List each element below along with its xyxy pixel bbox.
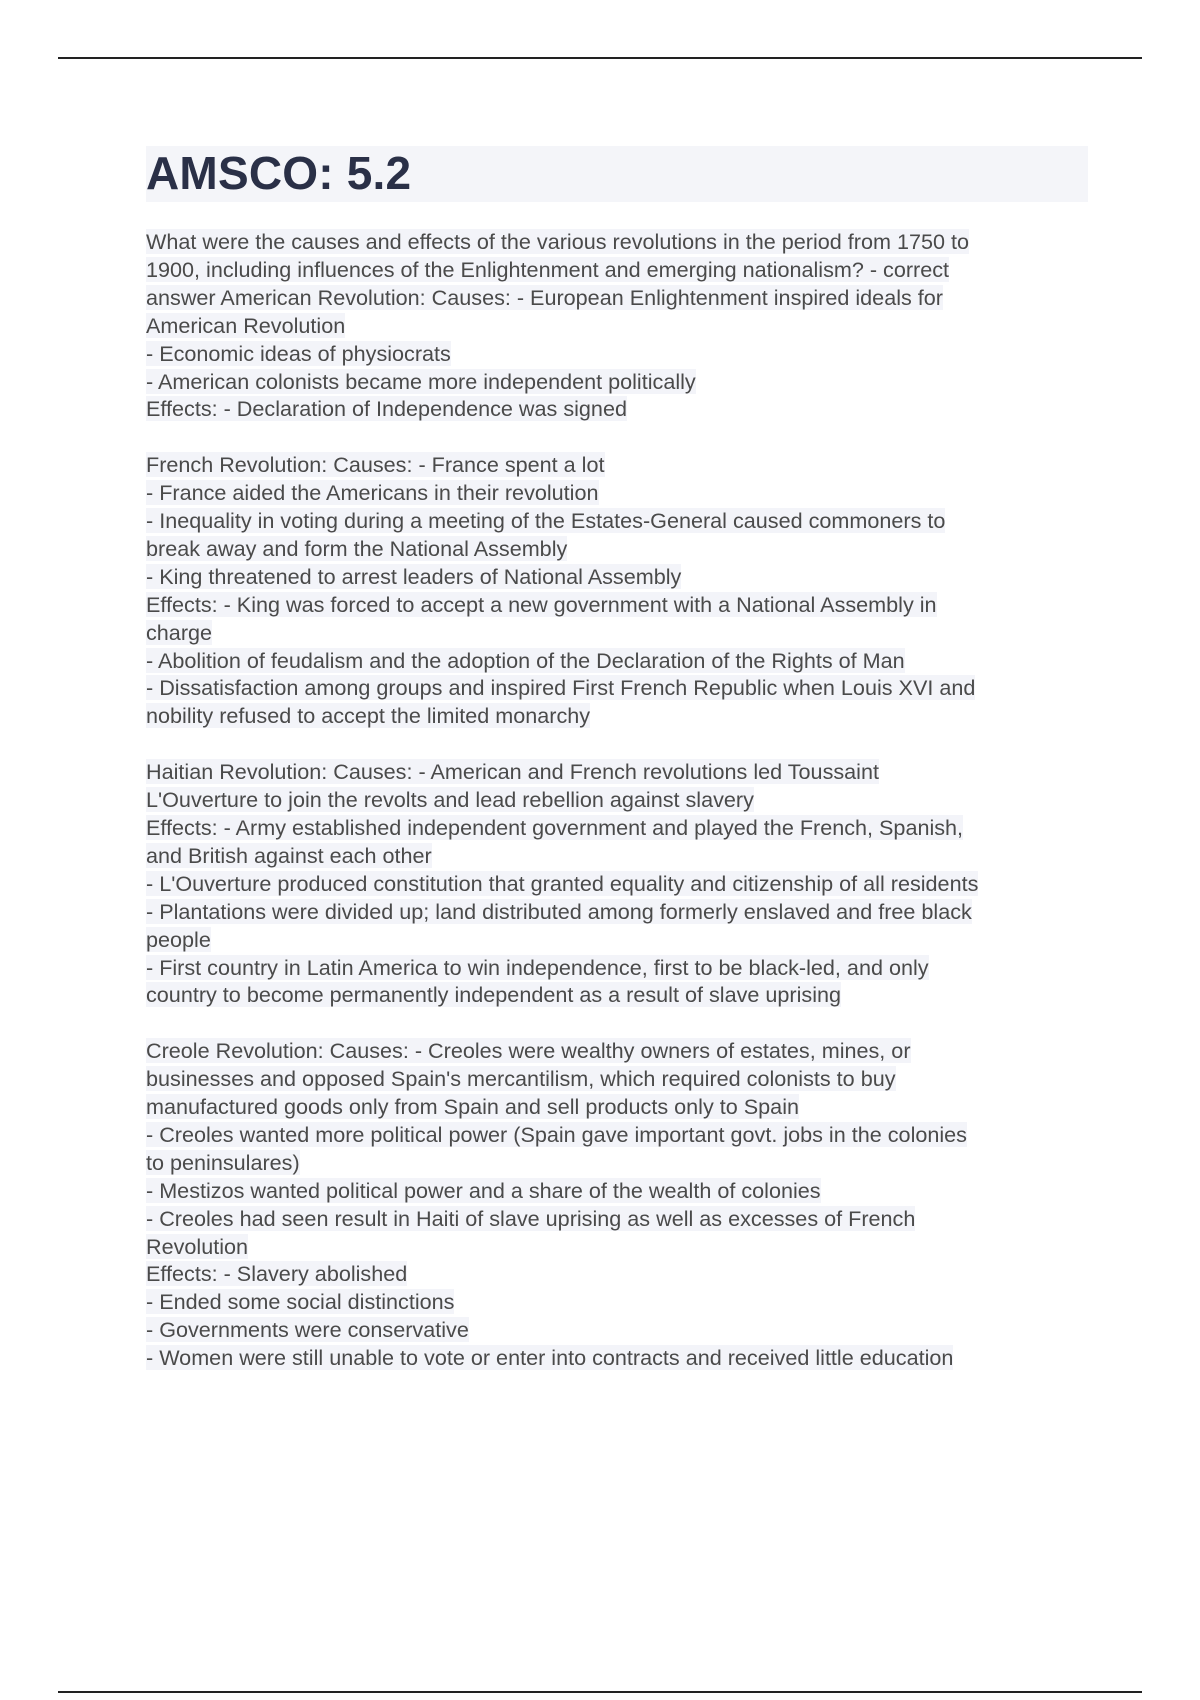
text-line [146, 647, 1086, 675]
text-line [146, 954, 1086, 982]
text-line-content: - L'Ouverture produced constitution that granted equality and citizenship of all residents [146, 870, 979, 896]
text-line-content: Revolution [146, 1233, 249, 1259]
text-line-content: - Inequality in voting during a meeting of the Estates-General caused commoners to [146, 508, 946, 534]
top-rule [58, 57, 1142, 59]
text-line-content: Effects: - Army established independent government and played the French, Spanish, [146, 815, 964, 840]
text-line-content: - Economic ideas of physiocrats [146, 340, 451, 366]
text-line-content: Haitian Revolution: Causes: - American and French revolutions led Toussaint [146, 759, 879, 785]
text-line [146, 368, 1086, 396]
document-body [146, 228, 1086, 1400]
text-line [146, 619, 1086, 647]
text-line-content: L'Ouverture to join the revolts and lead rebellion against slavery [146, 787, 754, 813]
text-line [146, 1065, 1086, 1093]
text-line-content: 1900, including influences of the Enlightenment and emerging nationalism? - correct [146, 256, 950, 282]
text-line [146, 1233, 1086, 1261]
text-line-content: - Abolition of feudalism and the adoption of the Declaration of the Rights of Man [146, 647, 905, 673]
text-line [146, 926, 1086, 954]
text-line-content: Effects: - Declaration of Independence was signed [146, 396, 627, 422]
text-line-content: Effects: - Slavery abolished [146, 1261, 408, 1287]
text-line [146, 1121, 1086, 1149]
text-line [146, 842, 1086, 870]
text-line [146, 702, 1086, 730]
text-line [146, 507, 1086, 535]
text-line [146, 786, 1086, 814]
text-line-content: people [146, 926, 211, 952]
text-line [146, 1260, 1086, 1288]
paragraph [146, 228, 1086, 423]
text-line-content: charge [146, 619, 213, 645]
text-line-content: - Governments were conservative [146, 1317, 469, 1343]
text-line-content: businesses and opposed Spain's mercantilism, which required colonists to buy [146, 1066, 896, 1092]
text-line [146, 284, 1086, 312]
text-line-content: - Plantations were divided up; land distributed among formerly enslaved and free black [146, 898, 972, 924]
page-title: AMSCO: 5.2 [146, 147, 412, 199]
text-line-content: break away and form the National Assembly [146, 535, 568, 561]
text-line-content: - Women were still unable to vote or enter into contracts and received little education [146, 1345, 954, 1371]
text-line [146, 395, 1086, 423]
text-line [146, 981, 1086, 1009]
text-line-content: Creole Revolution: Causes: - Creoles were wealthy owners of estates, mines, or [146, 1038, 911, 1064]
text-line-content: - First country in Latin America to win independence, first to be black-led, and only [146, 954, 929, 980]
bottom-rule [58, 1691, 1142, 1693]
text-line-content: nobility refused to accept the limited monarchy [146, 703, 591, 729]
text-line-content: manufactured goods only from Spain and sell products only to Spain [146, 1094, 800, 1120]
paragraph [146, 451, 1086, 730]
text-line [146, 1344, 1086, 1372]
text-line-content: - American colonists became more independent politically [146, 368, 696, 394]
text-line [146, 1288, 1086, 1316]
text-line [146, 1177, 1086, 1205]
text-line-content: country to become permanently independent as a result of slave uprising [146, 982, 842, 1008]
paragraph [146, 758, 1086, 1009]
text-line [146, 228, 1086, 256]
text-line [146, 898, 1086, 926]
text-line [146, 451, 1086, 479]
text-line-content: - King threatened to arrest leaders of National Assembly [146, 563, 682, 589]
text-line-content: - Creoles wanted more political power (Spain gave important govt. jobs in the colonies [146, 1121, 967, 1147]
paragraph [146, 1037, 1086, 1372]
text-line [146, 758, 1086, 786]
text-line-content: - Ended some social distinctions [146, 1289, 455, 1315]
text-line-content: to peninsulares) [146, 1149, 300, 1175]
text-line [146, 591, 1086, 619]
text-line [146, 1149, 1086, 1177]
text-line [146, 340, 1086, 368]
text-line-content: - Creoles had seen result in Haiti of slave uprising as well as excesses of French [146, 1205, 916, 1231]
text-line-content: - Dissatisfaction among groups and inspired First French Republic when Louis XVI and [146, 675, 976, 701]
text-line [146, 535, 1086, 563]
text-line [146, 870, 1086, 898]
text-line-content: answer American Revolution: Causes: - European Enlightenment inspired ideals for [146, 284, 943, 310]
text-line [146, 479, 1086, 507]
text-line [146, 1205, 1086, 1233]
text-line [146, 312, 1086, 340]
text-line-content: and British against each other [146, 842, 432, 868]
text-line-content: Effects: - King was forced to accept a new government with a National Assembly in [146, 591, 937, 617]
text-line [146, 1037, 1086, 1065]
text-line-content: - France aided the Americans in their revolution [146, 480, 599, 506]
text-line [146, 1093, 1086, 1121]
text-line [146, 563, 1086, 591]
text-line-content: What were the causes and effects of the various revolutions in the period from 1750 to [146, 229, 970, 254]
text-line [146, 1316, 1086, 1344]
text-line [146, 814, 1086, 842]
text-line-content: - Mestizos wanted political power and a share of the wealth of colonies [146, 1177, 821, 1203]
text-line [146, 256, 1086, 284]
text-line-content: French Revolution: Causes: - France spent a lot [146, 452, 605, 478]
text-line-content: American Revolution [146, 312, 346, 338]
text-line [146, 674, 1086, 702]
